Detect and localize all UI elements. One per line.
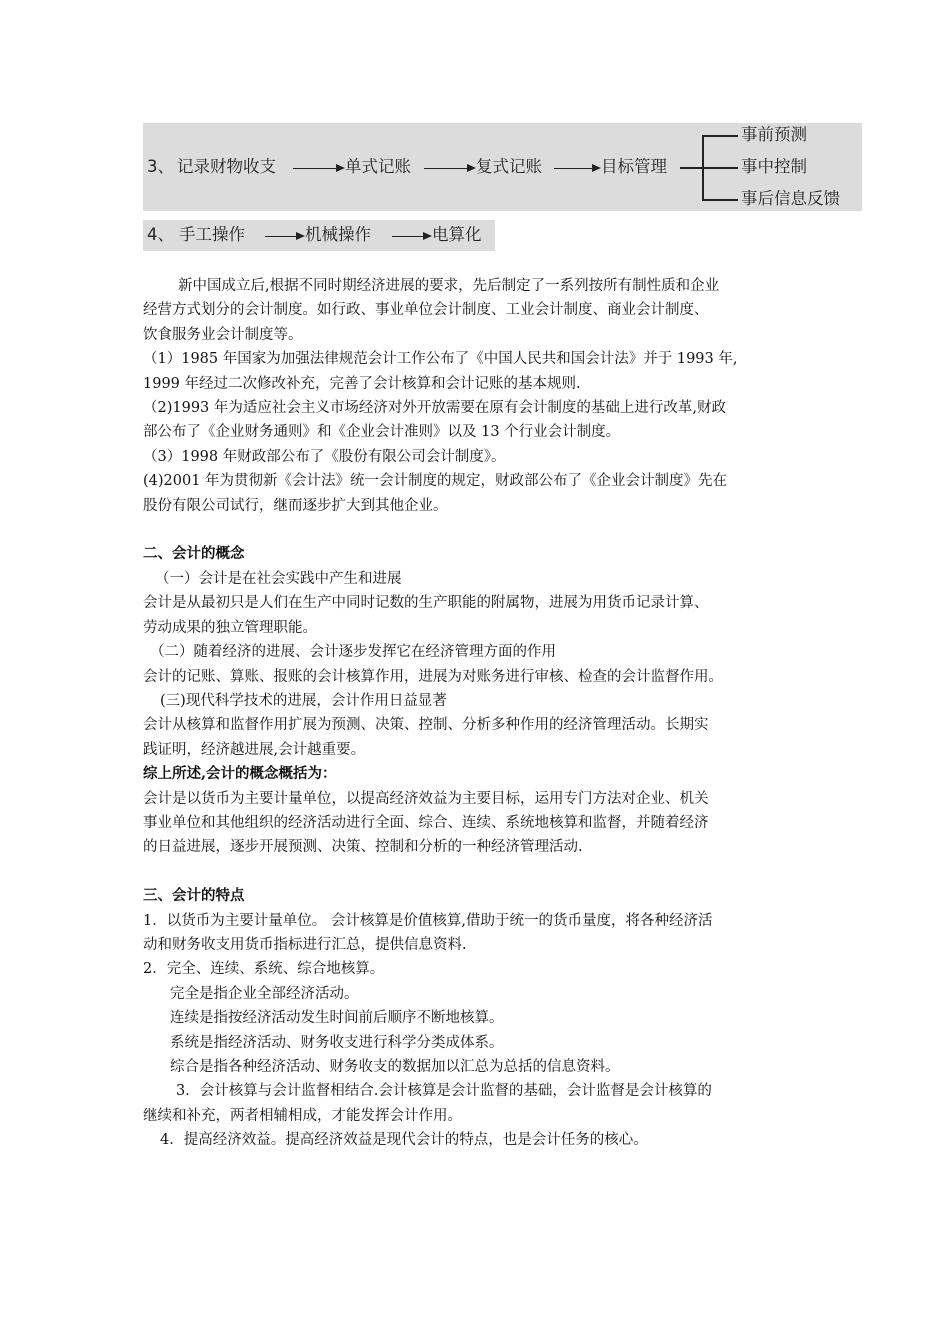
subsection-heading: （一）会计是在社会实践中产生和进展 — [155, 570, 402, 587]
arrow-icon — [554, 168, 599, 169]
diagram-number: 3、 — [147, 157, 174, 176]
paragraph-line: 会计是以货币为主要计量单位，以提高经济效益为主要目标，运用专门方法对企业、机关 — [143, 790, 709, 807]
paragraph-line: 综合是指各种经济活动、财务收支的数据加以汇总为总括的信息资料。 — [170, 1059, 620, 1075]
paragraph-line: 劳动成果的独立管理职能。 — [143, 619, 317, 636]
section-heading: 三、会计的特点 — [143, 887, 245, 905]
section-heading: 二、会计的概念 — [143, 545, 245, 563]
diagram-step: 记录财物收支 — [177, 157, 276, 176]
document-body — [143, 274, 813, 1153]
blank-line — [143, 860, 813, 884]
paragraph-line: 饮食服务业会计制度等。 — [143, 326, 303, 343]
diagram-branch: 事前预测 — [741, 125, 807, 144]
paragraph-line: （3）1998 年财政部公布了《股份有限公司会计制度》。 — [143, 448, 506, 465]
paragraph-line: (4)2001 年为贯彻新《会计法》统一会计制度的规定，财政部公布了《企业会计制度》先在 — [143, 473, 728, 490]
diagram-step: 单式记账 — [345, 157, 411, 176]
summary-heading: 综上所述,会计的概念概括为： — [143, 765, 337, 783]
diagram-step: 手工操作 — [179, 225, 245, 244]
diagram-branch: 事后信息反馈 — [741, 189, 840, 208]
paragraph-line: 继续和补充，两者相辅相成，才能发挥会计作用。 — [143, 1107, 462, 1124]
paragraph-line: 连续是指按经济活动发生时间前后顺序不断地核算。 — [170, 1010, 504, 1027]
diagram-branch: 事中控制 — [741, 157, 807, 176]
paragraph-line: 股份有限公司试行，继而逐步扩大到其他企业。 — [143, 497, 448, 514]
paragraph-line: 系统是指经济活动、财务收支进行科学分类成体系。 — [170, 1034, 504, 1051]
diagram-step: 电算化 — [432, 225, 482, 244]
paragraph-line: 2．完全、连续、系统、综合地核算。 — [143, 961, 385, 978]
paragraph-line: （1）1985 年国家为加强法律规范会计工作公布了《中国人民共和国会计法》并于 1993 年, — [143, 351, 738, 368]
diagram-step: 目标管理 — [601, 157, 667, 176]
paragraph-line: 1999 年经过二次修改补充，完善了会计核算和会计记账的基本规则. — [143, 375, 581, 392]
paragraph-line: 1．以货币为主要计量单位。 会计核算是价值核算,借助于统一的货币量度，将各种经济活 — [143, 912, 713, 929]
paragraph-line: （2)1993 年为适应社会主义市场经济对外开放需要在原有会计制度的基础上进行改革,财政 — [143, 400, 726, 417]
paragraph-line: 的日益进展，逐步开展预测、决策、控制和分析的一种经济管理活动. — [143, 839, 583, 856]
blank-line — [143, 518, 813, 542]
subsection-heading: (三)现代科学技术的进展，会计作用日益显著 — [160, 692, 447, 709]
accounting-evolution-diagram — [143, 123, 862, 211]
paragraph-line: 新中国成立后,根据不同时期经济进展的要求，先后制定了一系列按所有制性质和企业 — [178, 278, 720, 294]
diagram-step: 复式记账 — [476, 157, 542, 176]
bracket-line — [702, 135, 738, 137]
paragraph-line: 3．会计核算与会计监督相结合.会计核算是会计监督的基础，会计监督是会计核算的 — [176, 1083, 712, 1100]
bracket-line — [680, 167, 702, 169]
diagram-step: 机械操作 — [305, 225, 371, 244]
diagram-number: 4、 — [147, 225, 174, 244]
arrow-icon — [265, 236, 303, 237]
arrow-icon — [293, 168, 343, 169]
arrow-icon — [392, 236, 430, 237]
paragraph-line: 会计是从最初只是人们在生产中同时记数的生产职能的附属物，进展为用货币记录计算、 — [143, 595, 709, 612]
bracket-line — [702, 199, 738, 201]
paragraph-line: 会计从核算和监督作用扩展为预测、决策、控制、分析多种作用的经济管理活动。长期实 — [143, 717, 709, 734]
paragraph-line: 完全是指企业全部经济活动。 — [170, 985, 359, 1002]
paragraph-line: 会计的记账、算账、报账的会计核算作用，进展为对账务进行审核、检查的会计监督作用。 — [143, 668, 723, 685]
subsection-heading: （二）随着经济的进展、会计逐步发挥它在经济管理方面的作用 — [150, 644, 556, 661]
bracket-line — [702, 167, 738, 169]
paragraph-line: 动和财务收支用货币指标进行汇总，提供信息资料. — [143, 936, 467, 953]
paragraph-line: 4．提高经济效益。提高经济效益是现代会计的特点，也是会计任务的核心。 — [160, 1132, 648, 1149]
paragraph-line: 部公布了《企业财务通则》和《企业会计准则》以及 13 个行业会计制度。 — [143, 424, 621, 441]
paragraph-line: 经营方式划分的会计制度。如行政、事业单位会计制度、工业会计制度、商业会计制度、 — [143, 302, 709, 319]
paragraph-line: 践证明，经济越进展,会计越重要。 — [143, 741, 366, 758]
computerization-diagram — [143, 220, 495, 251]
paragraph-line: 事业单位和其他组织的经济活动进行全面、综合、连续、系统地核算和监督，并随着经济 — [143, 814, 709, 831]
arrow-icon — [424, 168, 474, 169]
